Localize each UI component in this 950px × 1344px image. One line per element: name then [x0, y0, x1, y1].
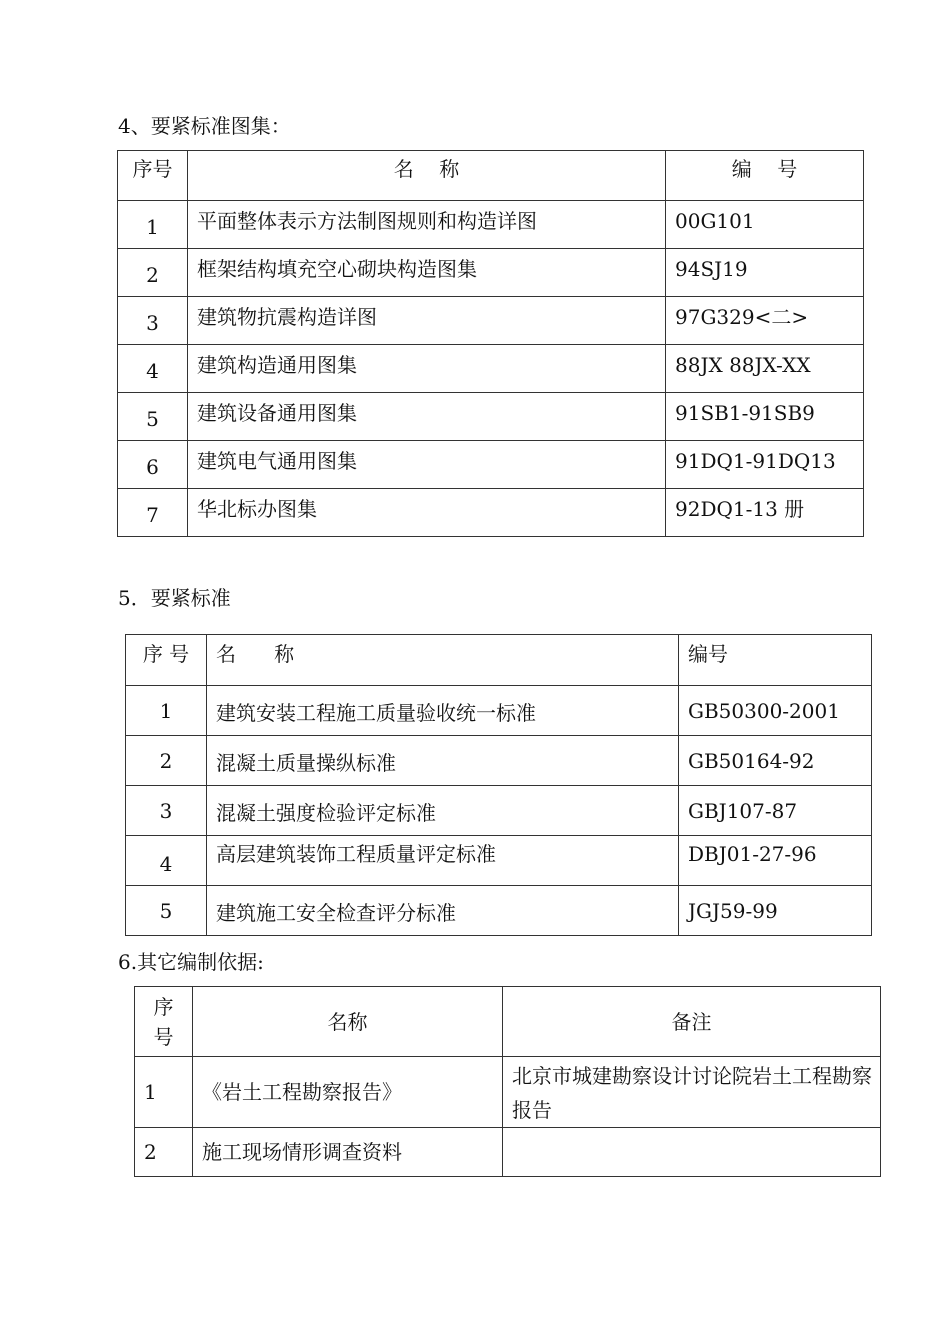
- row-name: 华北标办图集: [188, 489, 666, 537]
- table-row: [126, 886, 872, 936]
- row-no: 5: [118, 393, 188, 441]
- row-no: 5: [126, 886, 207, 936]
- row-code: 91SB1-91SB9: [666, 393, 864, 441]
- section6-title: 6.其它编制依据:: [118, 950, 264, 974]
- row-no: 2: [135, 1128, 193, 1177]
- table-row: [126, 836, 872, 886]
- table-row: [126, 786, 872, 836]
- header-remark: 备注: [503, 987, 881, 1057]
- row-name: 建筑电气通用图集: [188, 441, 666, 489]
- row-name: 《岩土工程勘察报告》: [193, 1057, 503, 1128]
- row-code: DBJ01-27-96: [679, 836, 872, 886]
- row-name: 建筑施工安全检查评分标准: [207, 886, 679, 936]
- row-name: 施工现场情形调查资料: [193, 1128, 503, 1177]
- header-name: 名 称: [188, 151, 666, 201]
- row-remark: 北京市城建勘察设计讨论院岩土工程勘察报告: [503, 1057, 881, 1128]
- row-name: 建筑物抗震构造详图: [188, 297, 666, 345]
- header-no: 序号: [118, 151, 188, 201]
- header-no: [135, 987, 193, 1057]
- table-row: [118, 489, 864, 537]
- section5-table: [125, 634, 872, 936]
- table-row: [126, 686, 872, 736]
- header-no: 序 号: [126, 635, 207, 686]
- table-row: [118, 201, 864, 249]
- header-code: 编 号: [666, 151, 864, 201]
- section5-title: 5．要紧标准: [118, 586, 231, 610]
- table-row: [118, 441, 864, 489]
- table-row: [135, 1057, 881, 1128]
- table-row: [126, 736, 872, 786]
- row-no: 1: [126, 686, 207, 736]
- row-name: 平面整体表示方法制图规则和构造详图: [188, 201, 666, 249]
- row-code: GBJ107-87: [679, 786, 872, 836]
- row-code: GB50164-92: [679, 736, 872, 786]
- table-row: [118, 345, 864, 393]
- header-code: 编号: [679, 635, 872, 686]
- row-no: 3: [118, 297, 188, 345]
- row-code: 88JX 88JX-XX: [666, 345, 864, 393]
- row-no: 4: [118, 345, 188, 393]
- row-no: 6: [118, 441, 188, 489]
- row-remark: [503, 1128, 881, 1177]
- row-name: 建筑构造通用图集: [188, 345, 666, 393]
- table-row: [135, 1128, 881, 1177]
- table-header-row: [135, 987, 881, 1057]
- table-row: [118, 393, 864, 441]
- row-name: 高层建筑装饰工程质量评定标准: [207, 836, 679, 886]
- row-code: 94SJ19: [666, 249, 864, 297]
- row-no: 1: [118, 201, 188, 249]
- table-row: [118, 297, 864, 345]
- header-no-line2: 号: [153, 1024, 174, 1049]
- table-header-row: [118, 151, 864, 201]
- row-name: 框架结构填充空心砌块构造图集: [188, 249, 666, 297]
- header-no-line1: 序: [153, 994, 174, 1019]
- row-no: 3: [126, 786, 207, 836]
- row-name: 混凝土质量操纵标准: [207, 736, 679, 786]
- table-header-row: [126, 635, 872, 686]
- row-no: 7: [118, 489, 188, 537]
- section6-table: [134, 986, 881, 1177]
- row-code: 92DQ1-13 册: [666, 489, 864, 537]
- row-no: 2: [118, 249, 188, 297]
- row-no: 2: [126, 736, 207, 786]
- header-name: 名称: [193, 987, 503, 1057]
- row-name: 混凝土强度检验评定标准: [207, 786, 679, 836]
- row-no: 1: [135, 1057, 193, 1128]
- row-code: 97G329<二>: [666, 297, 864, 345]
- row-name: 建筑设备通用图集: [188, 393, 666, 441]
- row-name: 建筑安装工程施工质量验收统一标准: [207, 686, 679, 736]
- row-code: JGJ59-99: [679, 886, 872, 936]
- row-no: 4: [126, 836, 207, 886]
- row-code: 91DQ1-91DQ13: [666, 441, 864, 489]
- section4-table: [117, 150, 864, 537]
- section4-title: 4、要紧标准图集：: [118, 114, 291, 138]
- row-code: GB50300-2001: [679, 686, 872, 736]
- header-name: 名 称: [207, 635, 679, 686]
- table-row: [118, 249, 864, 297]
- row-code: 00G101: [666, 201, 864, 249]
